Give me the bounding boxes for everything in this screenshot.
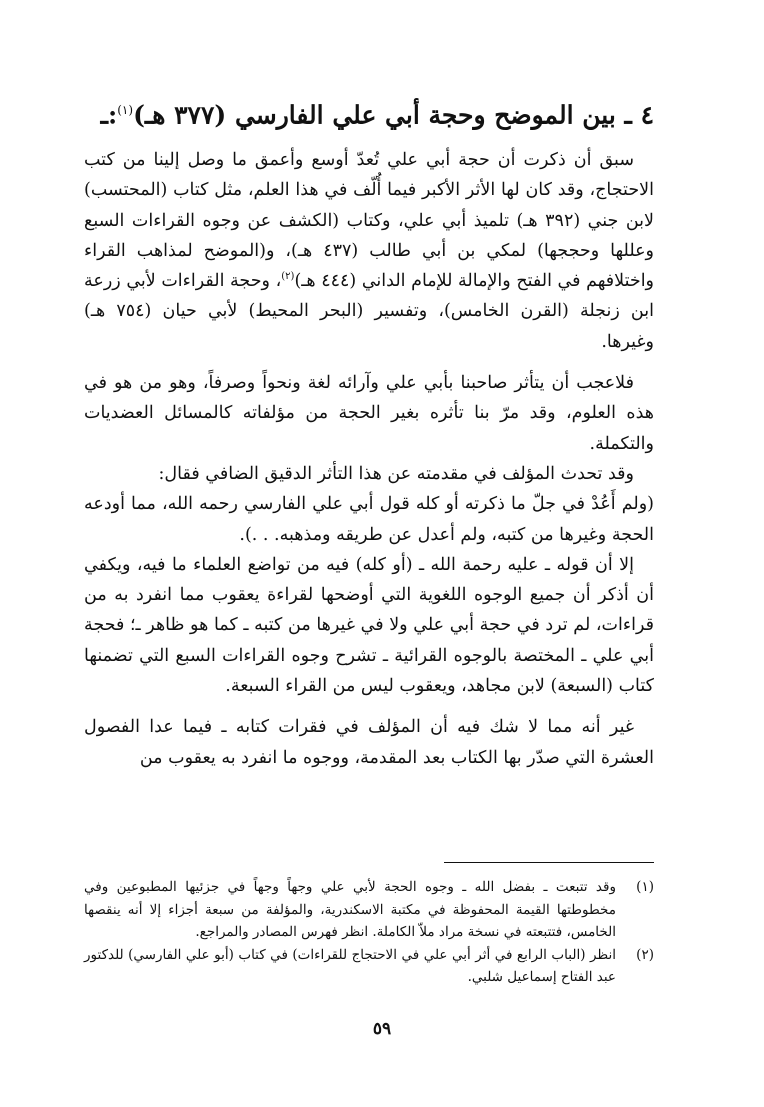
paragraph: إلا أن قوله ـ عليه رحمة الله ـ (أو كله) فيه من تواضع العلماء ما فيه، ويكفي أن أذكر أن جميع الوجوه اللغوية التي أوضحها لقراءة يعقوب مما انفرد به من قراءات، لم ترد في حجة أبي علي ولا في غيرها من كتبه ـ كما هو ظاهر ـ؛ فحجة أبي علي ـ المختصة بالوجوه القرائية ـ تشرح وجوه القراءات السبع التي تضمنها كتاب (السبعة) لابن مجاهد، ويعقوب ليس من القراء السبعة. [84,554,654,697]
footnote-number: (٢) [636,946,654,963]
footnotes [84,876,654,989]
paragraph: فلاعجب أن يتأثر صاحبنا بأبي علي وآرائه لغة ونحواً وصرفاً، وهو من هو في هذه العلوم، وقد مرّ بنا تأثره بغير الحجة من مؤلفاته كالمسائل العضديات والتكملة. [84,373,654,454]
footnote-text: وقد تتبعت ـ بفضل الله ـ وجوه الحجة لأبي علي وجهاً وجهاً في جزئيها المطبوعين وفي مخطوطتها القيمة المحفوظة في مكتبة الاسكندرية، والمؤلفة من سبعة أجزاء إلا أنه ينقصها الخامس، فتتبعته في نسخة مراد ملاّ الكاملة. انظر فهرس المصادر والمراجع. [84,879,616,940]
footnote-number: (١) [636,879,654,895]
footnote-separator [444,862,654,863]
section-number: ٤ ـ [624,100,654,130]
section-title-suffix: :ـ [100,100,118,130]
section-heading [94,92,654,133]
footnote-ref: (١) [117,103,134,117]
footnote-ref: (٢) [281,271,295,283]
quotation: (ولم أَعُدْ في جلّ ما ذكرته أو كله قول أبي علي الفارسي رحمه الله، مما أودعه الحجة وغيرها من كتبه، ولم أعدل عن طريقه ومذهبه. . .). [84,494,654,545]
paragraph: سبق أن ذكرت أن حجة أبي علي تُعدّ أوسع وأعمق ما وصل إلينا من كتب الاحتجاج، وقد كان لها الأثر الأكبر فيما أُلّف في هذا العلم، مثل كتاب (المحتسب) لابن جني (٣٩٢ هـ) تلميذ أبي علي، وكتاب (الكشف عن وجوه القراءات السبع وعللها وحججها) لمكي بن أبي طالب (٤٣٧ هـ)، و(الموضح لمذاهب القراء واختلافهم في الفتح والإمالة للإمام الداني (٤٤٤ هـ)$^{(٢)}$، وحجة القراءات لأبي زرعة ابن زنجلة (القرن الخامس)، وتفسير (البحر المحيط) لأبي حيان (٧٥٤ هـ) وغيرها. [84,150,655,352]
paragraph: وقد تحدث المؤلف في مقدمته عن هذا التأثر الدقيق الضافي فقال: [158,463,634,484]
footnote [84,876,654,944]
footnote-text: انظر (الباب الرابع في أثر أبي علي في الاحتجاج للقراءات) في كتاب (أبو علي الفارسي) للدكتور عبد الفتاح إسماعيل شلبي. [84,946,616,985]
body-text [84,145,654,773]
paragraph: غير أنه مما لا شك فيه أن المؤلف في فقرات كتابه ـ فيما عدا الفصول العشرة التي صدّر بها الكتاب بعد المقدمة، ووجوه ما انفرد به يعقوب من [84,717,654,768]
footnote [84,944,654,989]
page-number: ٥٩ [372,1019,392,1039]
section-title: بين الموضح وحجة أبي علي الفارسي (٣٧٧ هـ) [133,100,616,130]
